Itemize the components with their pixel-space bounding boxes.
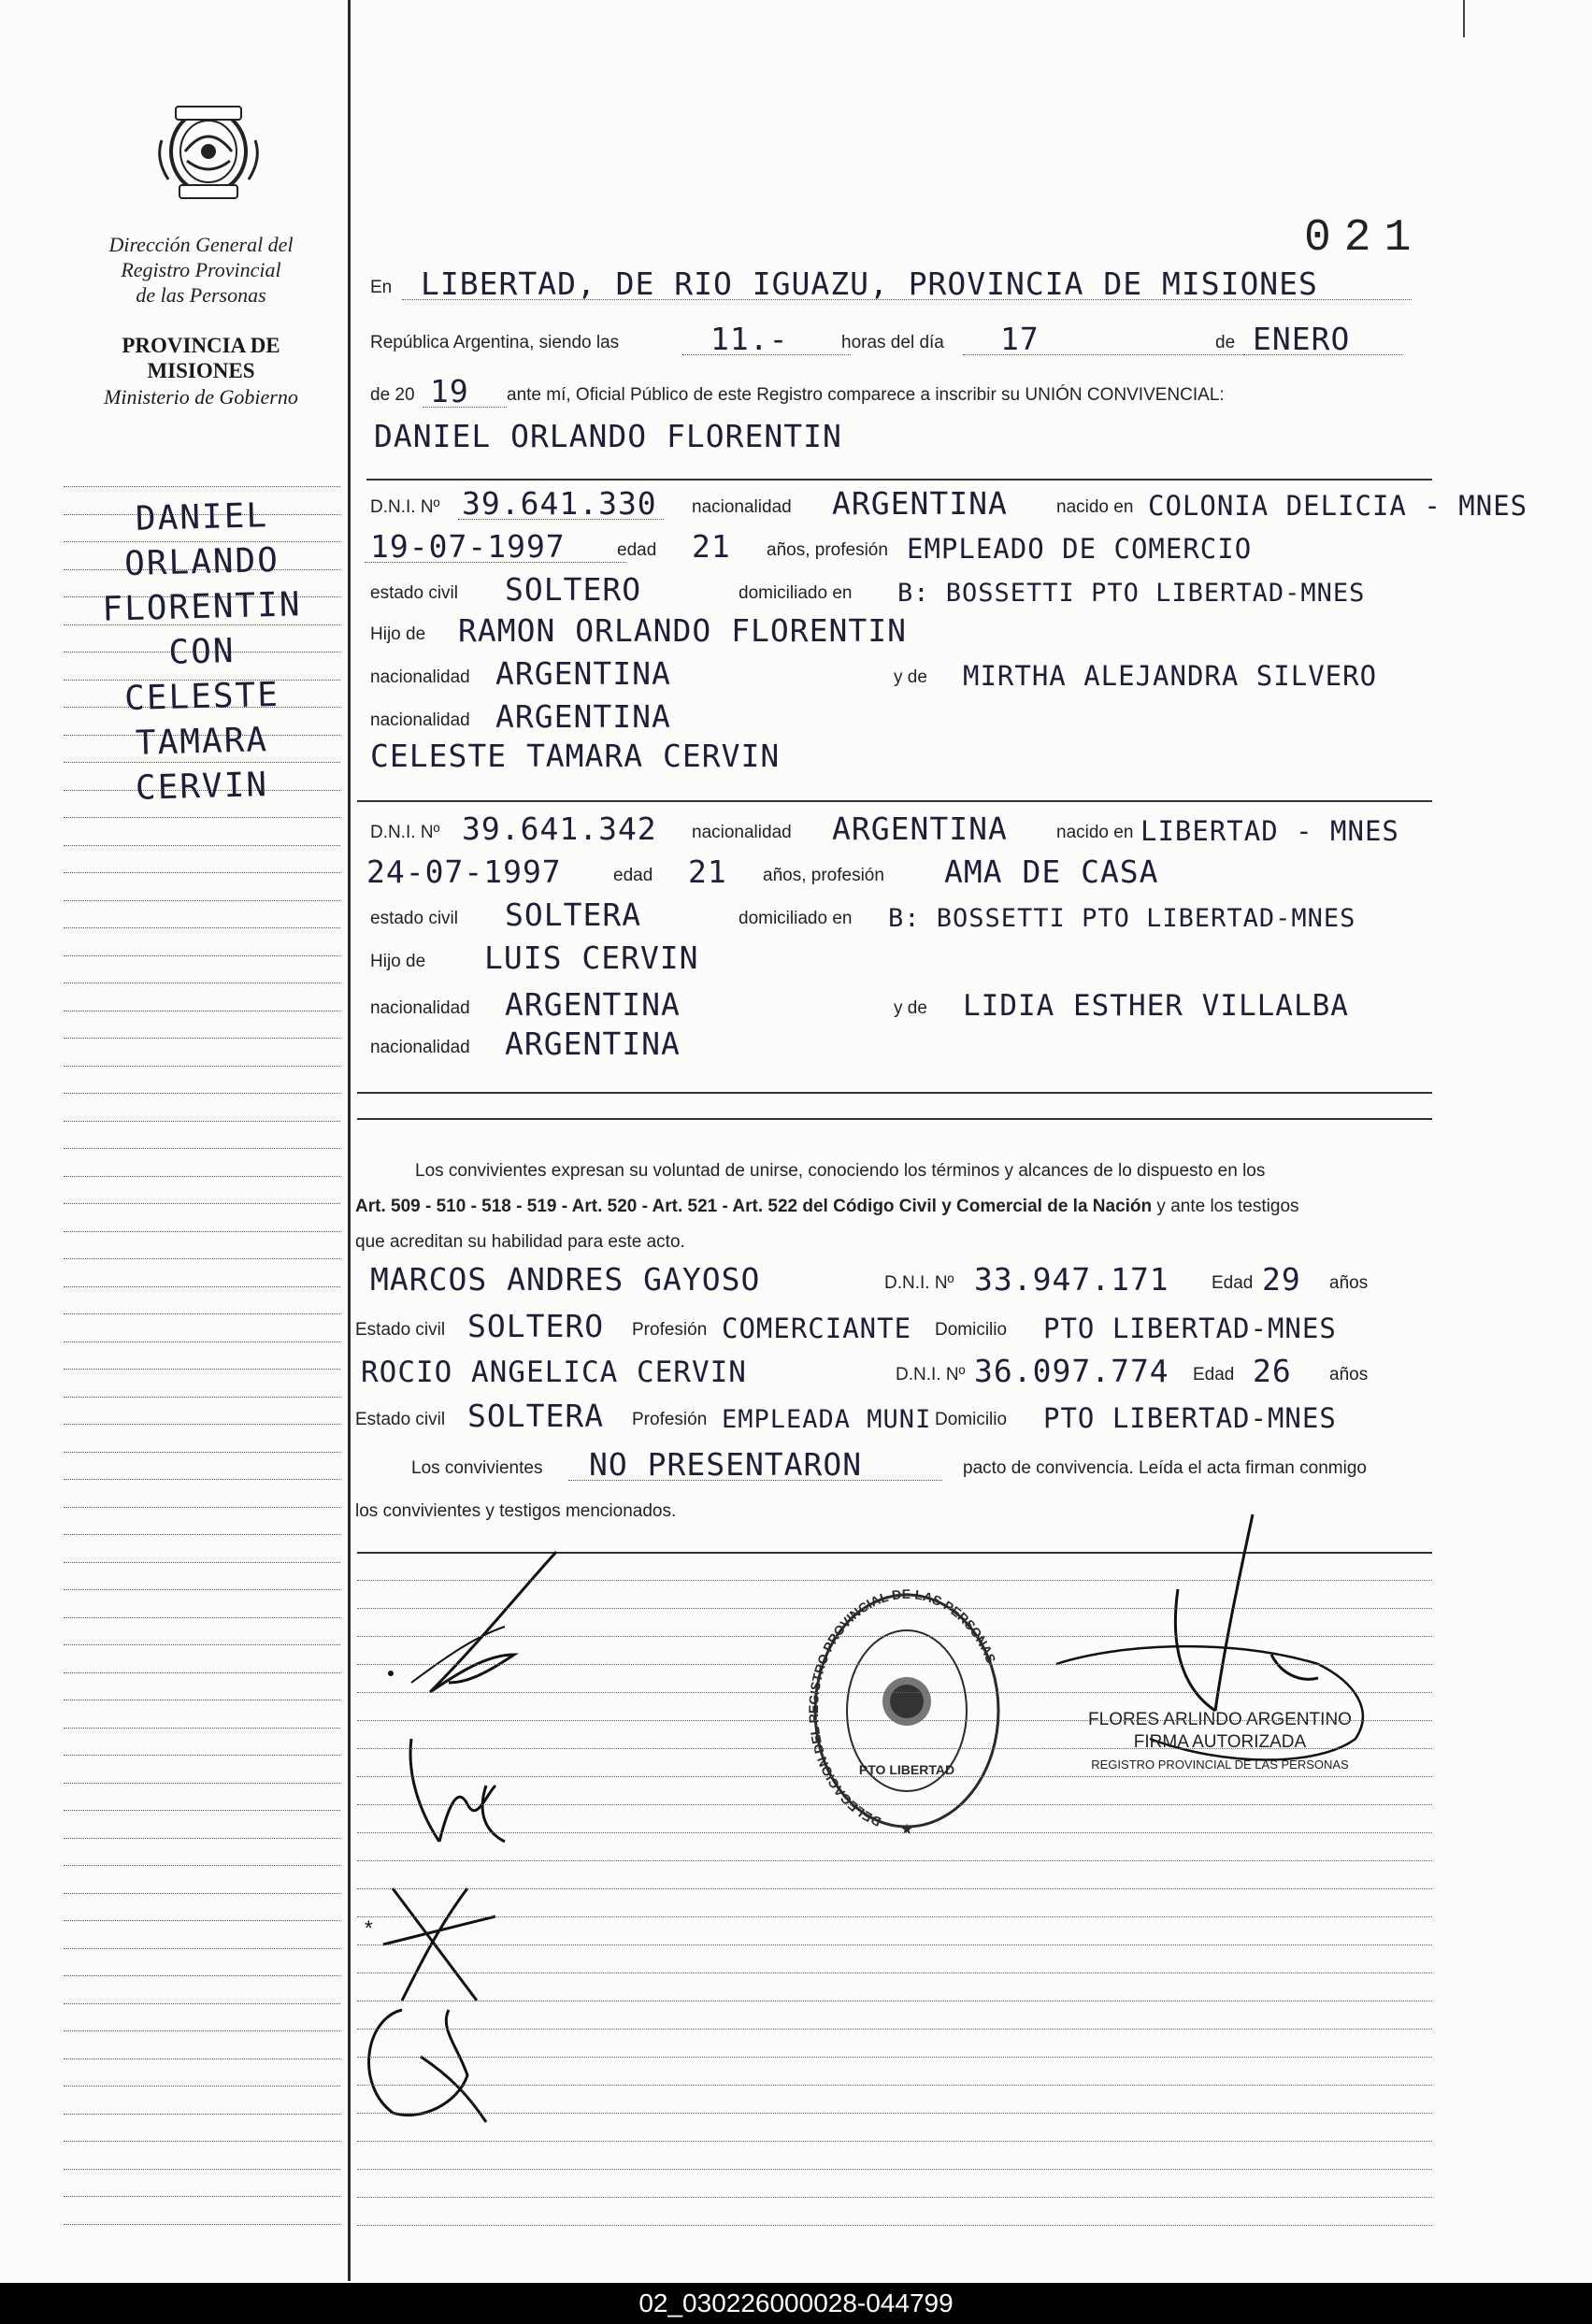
day-value: 17 bbox=[1000, 321, 1040, 357]
margin-dotted-line bbox=[64, 486, 340, 487]
margin-dotted-line bbox=[64, 1810, 340, 1811]
margin-dotted-line bbox=[64, 1838, 340, 1839]
body-dotted-line bbox=[357, 2113, 1432, 2114]
body-dotted-line bbox=[357, 2029, 1432, 2030]
ministry-name: Ministerio de Gobierno bbox=[104, 385, 298, 409]
person2-civil-row: estado civil SOLTERA domiciliado en B: BOSSETTI PTO LIBERTAD-MNES bbox=[370, 897, 1356, 933]
margin-dotted-line bbox=[64, 1672, 340, 1673]
margin-dotted-line bbox=[64, 1258, 340, 1259]
svg-text:★: ★ bbox=[899, 1822, 914, 1838]
person1-dni-row: D.N.I. Nº 39.641.330 nacionalidad ARGENTINA nacido en COLONIA DELICIA - MNES bbox=[370, 485, 1528, 522]
margin-note-line: CERVIN bbox=[135, 766, 269, 808]
document-number: 021 bbox=[1304, 213, 1425, 264]
year-value: 19 bbox=[430, 373, 469, 409]
body-dotted-line bbox=[357, 1776, 1432, 1777]
margin-dotted-line bbox=[64, 1121, 340, 1122]
margin-note-line: CELESTE bbox=[123, 675, 280, 719]
margin-dotted-line bbox=[64, 1424, 340, 1425]
hour-value: 11.- bbox=[710, 321, 789, 357]
person1-age-row: 19-07-1997 edad 21 años, profesión EMPLEADO DE COMERCIO bbox=[365, 529, 1440, 567]
signature-4-icon bbox=[346, 1991, 505, 2131]
margin-note-line: DANIEL bbox=[135, 496, 269, 538]
margin-dotted-line bbox=[64, 1231, 340, 1232]
person2-father-row: Hijo de LUIS CERVIN bbox=[370, 940, 699, 976]
body-dotted-line bbox=[357, 1916, 1432, 1917]
pact-closing: los convivientes y testigos mencionados. bbox=[355, 1501, 677, 1521]
person1-mother-row: nacionalidad ARGENTINA y de MIRTHA ALEJANDRA SILVERO bbox=[370, 655, 1378, 692]
body-dotted-line bbox=[357, 1804, 1432, 1805]
signature-3-icon bbox=[365, 1870, 505, 2010]
body-dotted-line bbox=[357, 1860, 1432, 1861]
official-office: REGISTRO PROVINCIAL DE LAS PERSONAS bbox=[1091, 1757, 1349, 1772]
margin-dotted-line bbox=[64, 900, 340, 901]
intro-row-2: República Argentina, siendo las 11.- horas del día 17 de ENERO bbox=[365, 322, 1440, 359]
place-value: LIBERTAD, DE RIO IGUAZU, PROVINCIA DE MISIONES bbox=[421, 265, 1318, 302]
margin-dotted-line bbox=[64, 1397, 340, 1398]
person1-name: DANIEL ORLANDO FLORENTIN bbox=[374, 418, 842, 454]
person1-civil-row: estado civil SOLTERO domiciliado en B: BOSSETTI PTO LIBERTAD-MNES bbox=[370, 571, 1366, 608]
person2-dni: 39.641.342 bbox=[462, 811, 657, 847]
pact-value: NO PRESENTARON bbox=[589, 1446, 863, 1483]
margin-dotted-line bbox=[64, 1755, 340, 1756]
margin-note-line: TAMARA bbox=[135, 721, 269, 763]
margin-dotted-line bbox=[64, 1148, 340, 1149]
margin-dotted-line bbox=[64, 1644, 340, 1645]
body-dotted-line bbox=[357, 2169, 1432, 2170]
province-name: PROVINCIA DE MISIONES bbox=[122, 334, 280, 382]
body-dotted-line bbox=[357, 1748, 1432, 1749]
margin-dotted-line bbox=[64, 2114, 340, 2115]
person1-name-row bbox=[365, 419, 1440, 456]
margin-dotted-line bbox=[64, 1313, 340, 1314]
intro-row-1: En LIBERTAD, DE RIO IGUAZU, PROVINCIA DE MISIONES bbox=[365, 266, 1440, 304]
margin-dotted-line bbox=[64, 1066, 340, 1067]
witness1-details-row: Estado civil SOLTERO Profesión COMERCIANTE Domicilio PTO LIBERTAD-MNES bbox=[355, 1308, 1337, 1344]
stamp-inner-text: PTO LIBERTAD bbox=[858, 1762, 955, 1777]
official-name: FLORES ARLINDO ARGENTINO bbox=[1088, 1710, 1352, 1729]
signature-2-icon bbox=[383, 1729, 533, 1860]
body-dotted-line bbox=[357, 1832, 1432, 1833]
margin-dotted-line bbox=[64, 872, 340, 873]
margin-dotted-line bbox=[64, 1286, 340, 1287]
margin-dotted-line bbox=[64, 2224, 340, 2225]
margin-dotted-line bbox=[64, 1893, 340, 1894]
margin-dotted-line bbox=[64, 1534, 340, 1535]
margin-dotted-line bbox=[64, 1038, 340, 1039]
witness2-name: ROCIO ANGELICA CERVIN bbox=[361, 1356, 747, 1389]
witness2-row: ROCIO ANGELICA CERVIN D.N.I. Nº 36.097.774 Edad 26 años bbox=[361, 1353, 1369, 1389]
margin-dotted-line bbox=[64, 845, 340, 846]
body-dotted-line bbox=[357, 1888, 1432, 1889]
top-edge-mark bbox=[1463, 0, 1465, 37]
margin-dotted-line bbox=[64, 1452, 340, 1453]
person2-mother-row: nacionalidad ARGENTINA y de LIDIA ESTHER VILLALBA bbox=[370, 986, 1349, 1023]
agency-name: Dirección General del Registro Provincial de las Personas bbox=[108, 233, 294, 307]
margin-note-line: CON bbox=[167, 632, 237, 672]
body-dotted-line bbox=[357, 2141, 1432, 2142]
margin-dotted-line bbox=[64, 2030, 340, 2031]
person1-mother-nat-row: nacionalidad ARGENTINA bbox=[370, 698, 671, 735]
body-dotted-line bbox=[357, 1944, 1432, 1945]
body-dotted-line bbox=[357, 2085, 1432, 2086]
scan-identifier: 02_030226000028-044799 bbox=[0, 2283, 1592, 2324]
body-dotted-line bbox=[357, 2197, 1432, 2198]
person2-name-row bbox=[365, 739, 1440, 776]
body-dotted-line bbox=[357, 2225, 1432, 2226]
body-dotted-line bbox=[357, 1580, 1432, 1581]
margin-dotted-line bbox=[64, 1728, 340, 1729]
margin-dotted-line bbox=[64, 1479, 340, 1480]
margin-dotted-line bbox=[64, 2141, 340, 2142]
person1-father-row: Hijo de RAMON ORLANDO FLORENTIN bbox=[370, 612, 907, 649]
margin-note bbox=[65, 495, 338, 810]
person2-name: CELESTE TAMARA CERVIN bbox=[370, 738, 781, 774]
official-signature-block bbox=[1066, 1709, 1374, 1776]
body-dotted-line bbox=[357, 2057, 1432, 2058]
margin-dotted-line bbox=[64, 1617, 340, 1618]
person2-dni-row: D.N.I. Nº 39.641.342 nacionalidad ARGENTINA nacido en LIBERTAD - MNES bbox=[370, 811, 1399, 847]
margin-dotted-line bbox=[64, 1975, 340, 1976]
witness1-row: MARCOS ANDRES GAYOSO D.N.I. Nº 33.947.171 Edad 29 años bbox=[370, 1261, 1369, 1298]
margin-note-line: FLORENTIN bbox=[101, 585, 303, 629]
witness2-details-row: Estado civil SOLTERA Profesión EMPLEADA MUNI Domicilio PTO LIBERTAD-MNES bbox=[355, 1398, 1337, 1434]
margin-dotted-line bbox=[64, 1203, 340, 1204]
margin-dotted-line bbox=[64, 2003, 340, 2004]
witness1-name: MARCOS ANDRES GAYOSO bbox=[370, 1261, 761, 1298]
margin-dotted-line bbox=[64, 1176, 340, 1177]
margin-dotted-line bbox=[64, 955, 340, 956]
margin-dotted-line bbox=[64, 1341, 340, 1342]
margin-dotted-line bbox=[64, 1562, 340, 1563]
svg-text:*: * bbox=[365, 1916, 373, 1940]
margin-dotted-line bbox=[64, 1783, 340, 1784]
person1-dni: 39.641.330 bbox=[462, 485, 657, 522]
body-dotted-line bbox=[357, 1608, 1432, 1609]
official-title: FIRMA AUTORIZADA bbox=[1133, 1732, 1307, 1752]
margin-dotted-line bbox=[64, 1093, 340, 1094]
body-dotted-line bbox=[357, 1720, 1432, 1721]
margin-dotted-line bbox=[64, 2196, 340, 2197]
margin-dotted-line bbox=[64, 2169, 340, 2170]
person2-age-row: 24-07-1997 edad 21 años, profesión AMA DE CASA bbox=[366, 854, 1159, 890]
margin-dotted-line bbox=[64, 2086, 340, 2087]
margin-dotted-line bbox=[64, 927, 340, 928]
margin-dotted-line bbox=[64, 817, 340, 818]
person2-mother-nat-row: nacionalidad ARGENTINA bbox=[370, 1026, 681, 1062]
intro-row-3: de 20 19 ante mí, Oficial Público de este Registro comparece a inscribir su UNIÓN CONVIVENCIAL: bbox=[370, 373, 1225, 409]
margin-dotted-line bbox=[64, 1589, 340, 1590]
body-dotted-line bbox=[357, 1692, 1432, 1693]
margin-dotted-line bbox=[64, 1948, 340, 1949]
margin-dotted-line bbox=[64, 1920, 340, 1921]
margin-note-line: ORLANDO bbox=[123, 540, 280, 584]
margin-rule bbox=[348, 0, 351, 2281]
pact-row: Los convivientes NO PRESENTARON pacto de convivencia. Leída el acta firman conmigo bbox=[411, 1446, 1367, 1483]
provincial-emblem-icon bbox=[148, 93, 269, 215]
month-value: ENERO bbox=[1253, 321, 1351, 357]
declaration-text: Los convivientes expresan su voluntad de unirse, conociendo los términos y alcances de lo dispuesto en los Art. 509 - 510 - 518 - 519 - Art. 520 - Art. 521 - Art. 522 del Código Civil y Comercial de la Nación y ante los testigos que acreditan su habilidad para este acto. bbox=[355, 1161, 1299, 1252]
margin-dotted-line bbox=[64, 1369, 340, 1370]
stamp-outer-text: DELEGACION DEL REGISTRO PROVINCIAL DE LAS PERSONAS bbox=[805, 1589, 999, 1830]
margin-dotted-line bbox=[64, 1865, 340, 1866]
margin-dotted-line bbox=[64, 1507, 340, 1508]
body-dotted-line bbox=[357, 1664, 1432, 1665]
body-dotted-line bbox=[357, 1636, 1432, 1637]
